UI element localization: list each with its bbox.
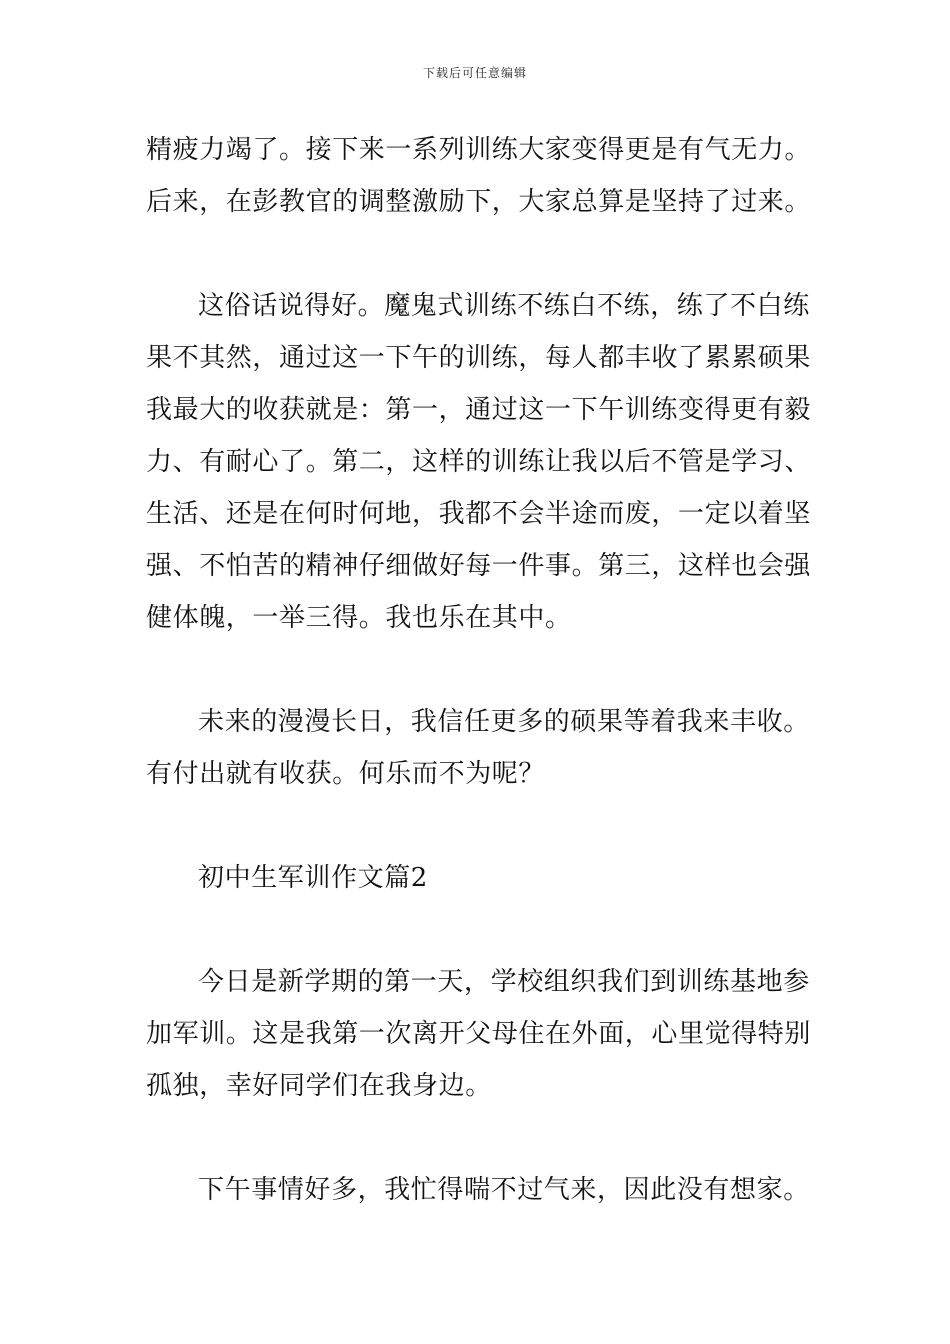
text-line: 有付出就有收获。何乐而不为呢？ bbox=[146, 759, 546, 789]
page-header: 下载后可任意编辑 bbox=[422, 66, 527, 80]
text-line: 今日是新学期的第一天，学校组织我们到训练基地参 bbox=[198, 967, 810, 997]
text-line: 力、有耐心了。第二，这样的训练让我以后不管是学习、 bbox=[146, 447, 812, 477]
section-heading: 初中生军训作文篇2 bbox=[198, 863, 428, 893]
text-line: 下午事情好多，我忙得喘不过气来，因此没有想家。 bbox=[198, 1175, 810, 1205]
text-line: 未来的漫漫长日，我信任更多的硕果等着我来丰收。 bbox=[198, 707, 810, 737]
text-line: 果不其然，通过这一下午的训练，每人都丰收了累累硕果 bbox=[146, 343, 812, 373]
paragraph-gap bbox=[146, 904, 816, 956]
text-line: 这俗话说得好。魔鬼式训练不练白不练，练了不白练 bbox=[198, 291, 810, 321]
text-line: 精疲力竭了。接下来一系列训练大家变得更是有气无力。 bbox=[146, 135, 812, 165]
text-line: 健体魄，一举三得。我也乐在其中。 bbox=[146, 603, 572, 633]
text-line: 加军训。这是我第一次离开父母住在外面，心里觉得特别 bbox=[146, 1019, 812, 1049]
paragraph-gap bbox=[146, 800, 816, 852]
text-line: 我最大的收获就是：第一，通过这一下午训练变得更有毅 bbox=[146, 395, 812, 425]
text-line: 生活、还是在何时何地，我都不会半途而废，一定以着坚 bbox=[146, 499, 812, 529]
paragraph-gap bbox=[146, 228, 816, 280]
paragraph-gap bbox=[146, 1112, 816, 1164]
text-line: 后来，在彭教官的调整激励下，大家总算是坚持了过来。 bbox=[146, 187, 812, 217]
text-line: 强、不怕苦的精神仔细做好每一件事。第三，这样也会强 bbox=[146, 551, 812, 581]
paragraph-gap bbox=[146, 644, 816, 696]
text-line: 孤独，幸好同学们在我身边。 bbox=[146, 1071, 492, 1101]
document-body bbox=[146, 124, 816, 1216]
